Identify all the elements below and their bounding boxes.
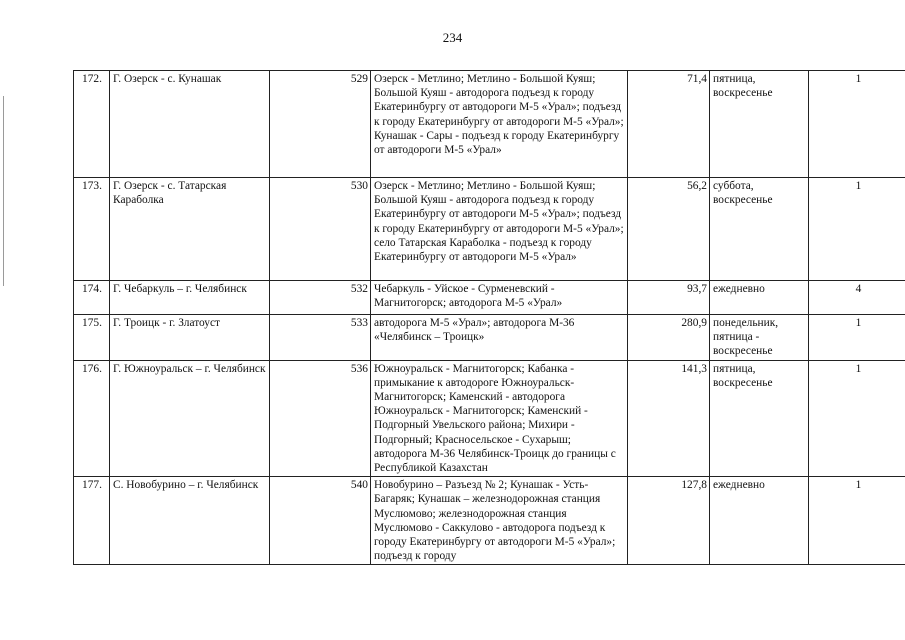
route-path: Новобурино – Разъезд № 2; Кунашак - Усть-Багаряк; Кунашак – железнодорожная станция Муслюмово; железнодорожная станция Муслюмово - Саккулово - автодорога подъезд к городу Екатеринбургу от автодороги М-5 «Урал»; подъезд к городу — [371, 477, 628, 565]
row-number: 172. — [74, 71, 110, 178]
route-name: С. Новобурино – г. Челябинск — [110, 477, 270, 565]
row-number: 177. — [74, 477, 110, 565]
row-number: 176. — [74, 360, 110, 477]
route-code: 540 — [270, 477, 371, 565]
scan-edge-line — [3, 96, 4, 286]
route-name: Г. Троицк - г. Златоуст — [110, 315, 270, 361]
route-name: Г. Чебаркуль – г. Челябинск — [110, 281, 270, 315]
route-distance: 93,7 — [628, 281, 710, 315]
table-row — [74, 71, 905, 178]
route-code: 530 — [270, 178, 371, 281]
route-count: 1 — [809, 178, 905, 281]
route-count: 1 — [809, 477, 905, 565]
row-number: 175. — [74, 315, 110, 361]
route-distance: 127,8 — [628, 477, 710, 565]
route-distance: 71,4 — [628, 71, 710, 178]
route-name: Г. Озерск - с. Кунашак — [110, 71, 270, 178]
route-count: 1 — [809, 360, 905, 477]
route-name: Г. Озерск - с. Татарская Караболка — [110, 178, 270, 281]
row-number: 173. — [74, 178, 110, 281]
route-count: 4 — [809, 281, 905, 315]
route-code: 533 — [270, 315, 371, 361]
row-number: 174. — [74, 281, 110, 315]
route-distance: 141,3 — [628, 360, 710, 477]
route-days: понедельник, пятница - воскресенье — [710, 315, 809, 361]
page-number: 234 — [442, 30, 463, 45]
table-row — [74, 477, 905, 565]
route-path: Чебаркуль - Уйское - Сурменевский - Магнитогорск; автодорога М-5 «Урал» — [371, 281, 628, 315]
route-name: Г. Южноуральск – г. Челябинск — [110, 360, 270, 477]
route-code: 532 — [270, 281, 371, 315]
route-code: 529 — [270, 71, 371, 178]
route-days: пятница, воскресенье — [710, 71, 809, 178]
route-distance: 280,9 — [628, 315, 710, 361]
route-days: ежедневно — [710, 477, 809, 565]
table-row — [74, 281, 905, 315]
route-path: Озерск - Метлино; Метлино - Большой Куяш; Большой Куяш - автодорога подъезд к городу Екатеринбургу от автодороги М-5 «Урал»; подъезд к городу Екатеринбургу от автодороги М-5 «Урал»; Кунашак - Сары - подъезд к городу Екатеринбургу от автодороги М-5 «Урал» — [371, 71, 628, 178]
routes-table — [73, 70, 905, 565]
route-days: ежедневно — [710, 281, 809, 315]
route-days: пятница, воскресенье — [710, 360, 809, 477]
route-count: 1 — [809, 315, 905, 361]
table-row — [74, 178, 905, 281]
route-days: суббота, воскресенье — [710, 178, 809, 281]
route-distance: 56,2 — [628, 178, 710, 281]
table-row — [74, 315, 905, 361]
route-count: 1 — [809, 71, 905, 178]
route-path: Озерск - Метлино; Метлино - Большой Куяш; Большой Куяш - автодорога подъезд к городу Екатеринбургу от автодороги М-5 «Урал»; подъезд к городу Екатеринбургу от автодороги М-5 «Урал»; село Татарская Караболка - подъезд к городу Екатеринбургу от автодороги М-5 «Урал» — [371, 178, 628, 281]
table-row — [74, 360, 905, 477]
route-code: 536 — [270, 360, 371, 477]
route-path: Южноуральск - Магнитогорск; Кабанка - примыкание к автодороге Южноуральск-Магнитогорск; Каменский - автодорога Южноуральск - Магнитогорск; Каменский - Подгорный Увельского района; Михири - Подгорный; Красносельское - Сухарыш; автодорога М-36 Челябинск-Троицк до границы с Республикой Казахстан — [371, 360, 628, 477]
route-path: автодорога М-5 «Урал»; автодорога М-36 «Челябинск – Троицк» — [371, 315, 628, 361]
